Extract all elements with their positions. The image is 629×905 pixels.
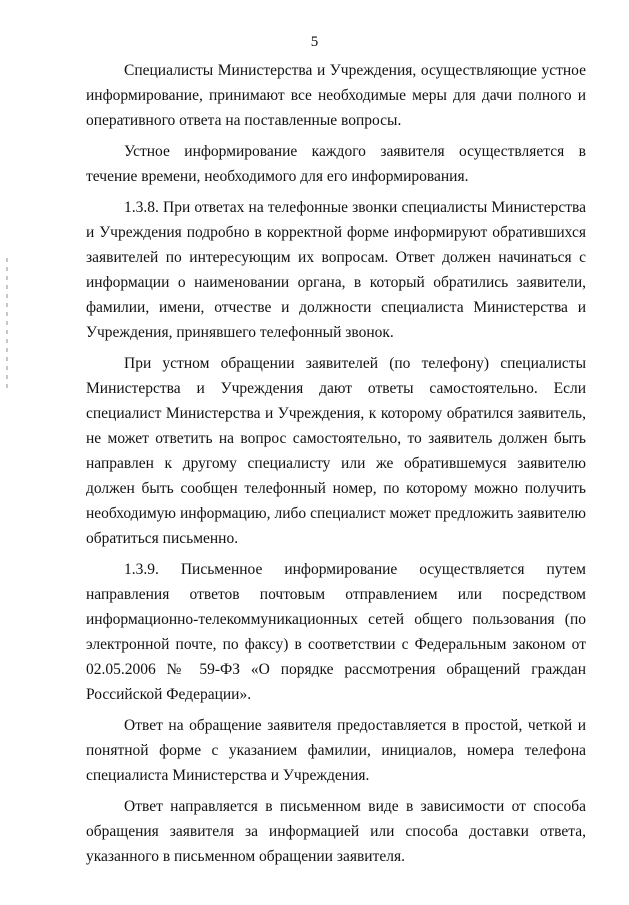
paragraph-1: Специалисты Министерства и Учреждения, осуществляющие устное информирование, принимают все необходимые меры для дачи полного и оперативного ответа на поставленные вопросы.	[86, 62, 586, 129]
paragraph-5: 1.3.9. Письменное информирование осуществляется путем направления ответов почтовым отправлением или посредством информационно-телекоммуникационных сетей общего пользования (по электронной почте, по факсу) в соответствии с Федеральным законом от 02.05.2006 № 59-ФЗ «О порядке рассмотрения обращений граждан Российской Федерации».	[86, 561, 586, 703]
paragraph-2: Устное информирование каждого заявителя осуществляется в течение времени, необходимого для его информирования.	[86, 143, 586, 185]
paragraph-4: При устном обращении заявителей (по телефону) специалисты Министерства и Учреждения дают ответы самостоятельно. Если специалист Министерства и Учреждения, к которому обратился заявитель, не может ответить на вопрос самостоятельно, то заявитель должен быть направлен к другому специалисту или же обратившемуся заявителю должен быть сообщен телефонный номер, по которому можно получить необходимую информацию, либо специалист может предложить заявителю обратиться письменно.	[86, 355, 586, 547]
paragraph-3: 1.3.8. При ответах на телефонные звонки специалисты Министерства и Учреждения подробно в корректной форме информируют обратившихся заявителей по интересующим их вопросам. Ответ должен начинаться с информации о наименовании органа, в который обратились заявители, фамилии, имени, отчестве и должности специалиста Министерства и Учреждения, принявшего телефонный звонок.	[86, 199, 586, 341]
paragraph-6: Ответ на обращение заявителя предоставляется в простой, четкой и понятной форме с указанием фамилии, инициалов, номера телефона специалиста Министерства и Учреждения.	[86, 717, 586, 784]
page-number: 5	[310, 34, 319, 50]
scan-margin-marks	[6, 258, 8, 388]
document-body	[86, 58, 586, 875]
paragraph-7: Ответ направляется в письменном виде в зависимости от способа обращения заявителя за информацией или способа доставки ответа, указанного в письменном обращении заявителя.	[86, 798, 586, 865]
